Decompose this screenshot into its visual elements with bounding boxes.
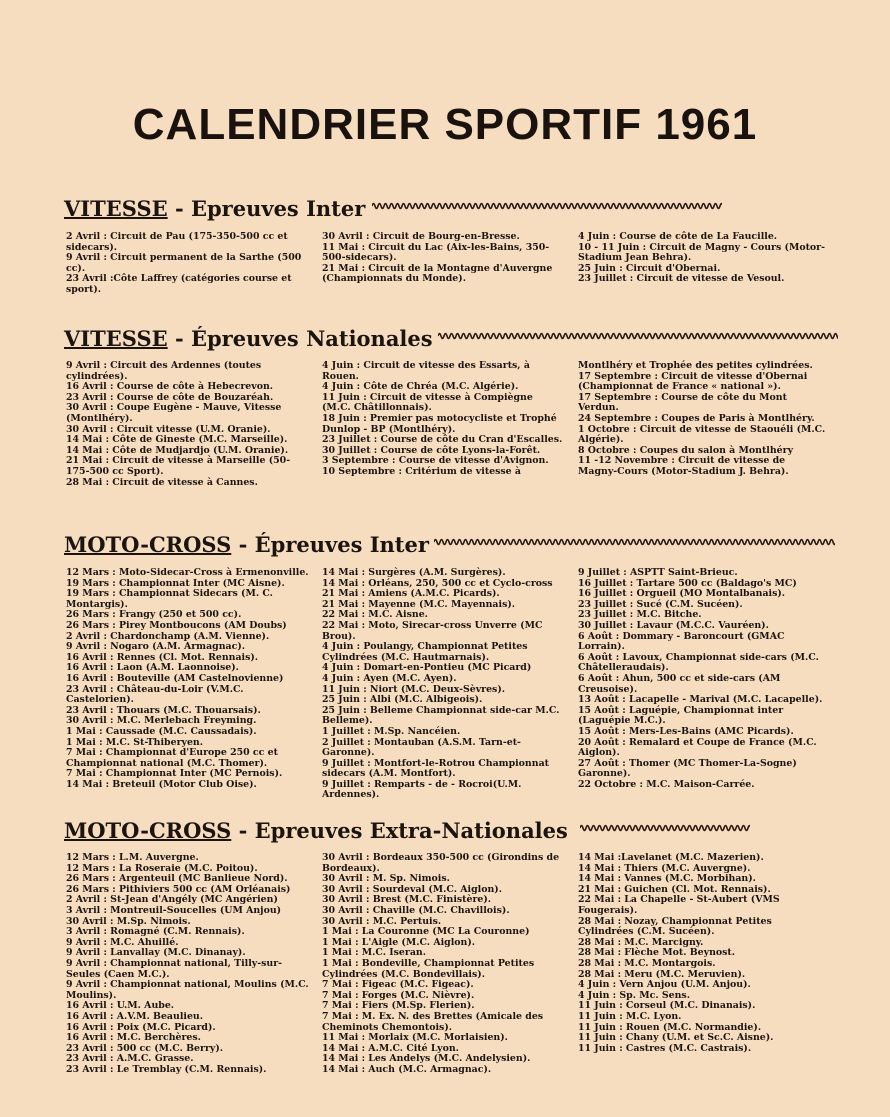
section-heading: MOTO-CROSS - Epreuves Extra-Nationales xyxy=(64,818,568,843)
calendar-entry: 9 Avril : Championnat national, Moulins (M.C. Moulins). xyxy=(66,979,309,1001)
calendar-entry: 28 Mai : Flèche Mot. Beynost. xyxy=(578,947,736,959)
entries-column-1 xyxy=(66,361,310,488)
calendar-entry: 30 Avril : Chaville (M.C. Chavillois). xyxy=(322,904,510,916)
calendar-entry: 23 Avril : A.M.C. Grasse. xyxy=(66,1053,194,1065)
wavy-rule-ornament xyxy=(434,536,835,548)
calendar-entry: 30 Juillet : Lavaur (M.C.C. Vauréen). xyxy=(578,619,769,631)
entries-column-3 xyxy=(578,361,826,478)
calendar-entry: 23 Avril : Le Tremblay (C.M. Rennais). xyxy=(66,1063,267,1075)
calendar-entry: 1 Mai : M.C. St-Thiberyen. xyxy=(66,736,203,748)
calendar-entry: 30 Avril : Circuit de Bourg-en-Bresse. xyxy=(322,231,520,242)
calendar-entry: 4 Juin : Domart-en-Pontieu (MC Picard) xyxy=(322,662,532,674)
entries-column-2 xyxy=(322,853,564,1075)
calendar-entry: 15 Août : Laguépie, Championnat inter (Laguépie M.C.). xyxy=(578,704,784,727)
calendar-entry: 9 Avril : M.C. Ahuillé. xyxy=(66,936,179,948)
calendar-entry: 30 Avril : Brest (M.C. Finistère). xyxy=(322,894,492,906)
calendar-entry: 14 Mai : Vannes (M.C. Morbihan). xyxy=(578,873,756,885)
calendar-entry: 4 Juin : Ayen (M.C. Ayen). xyxy=(322,672,457,684)
calendar-entry: 1 Octobre : Circuit de vitesse de Staouéli (M.C. Algérie). xyxy=(578,423,826,446)
calendar-entry: 11 -12 Novembre : Circuit de vitesse de Magny-Cours (Motor-Stadium J. Behra). xyxy=(578,455,789,477)
section-subtitle: Epreuves Inter xyxy=(190,196,366,221)
calendar-entry: 21 Mai : Circuit de la Montagne d'Auvergne (Championnats du Monde). xyxy=(322,262,553,285)
calendar-entry: 28 Mai : Circuit de vitesse à Cannes. xyxy=(66,476,258,488)
entries-column-1 xyxy=(66,853,310,1075)
calendar-entry: 16 Avril : M.C. Berchères. xyxy=(66,1032,201,1044)
section-kind: VITESSE xyxy=(64,326,168,351)
wavy-rule-ornament xyxy=(580,822,750,834)
calendar-entry: 9 Avril : Nogaro (A.M. Armagnac). xyxy=(66,641,246,653)
calendar-entry: 2 Avril : St-Jean d'Angély (MC Angérien) xyxy=(66,894,278,906)
calendar-entry: 30 Avril : Sourdeval (M.C. Aiglon). xyxy=(322,883,502,895)
calendar-entry: 30 Avril : M.C. Pertuis. xyxy=(322,915,442,927)
calendar-entry: 11 Juin : Corseul (M.C. Dinanais). xyxy=(578,1000,756,1012)
calendar-entry: 19 Mars : Championnat Sidecars (M. C. Montargis). xyxy=(66,588,273,610)
calendar-entry: 30 Avril : M. Sp. Nimois. xyxy=(322,873,450,885)
calendar-entry: 21 Mai : Guichen (Cl. Mot. Rennais). xyxy=(578,883,771,895)
section-subtitle: Épreuves Inter xyxy=(254,532,429,557)
calendar-entry: 10 - 11 Juin : Circuit de Magny - Cours (Motor-Stadium Jean Behra). xyxy=(578,241,826,264)
calendar-entry: 7 Mai : Figeac (M.C. Figeac). xyxy=(322,979,474,991)
entries-column-1 xyxy=(66,232,310,296)
calendar-entry: 4 Juin : Poulangy, Championnat Petites Cylindrées (M.C. Hautmarnais). xyxy=(322,641,528,663)
calendar-entry: 9 Juillet : Remparts - de - Rocroi(U.M. Ardennes). xyxy=(322,778,522,801)
calendar-entry: 16 Avril : A.V.M. Beaulieu. xyxy=(66,1010,203,1022)
calendar-entry: 4 Juin : Circuit de vitesse des Essarts, à Rouen. xyxy=(322,360,530,382)
calendar-entry: 21 Mai : Circuit de vitesse à Marseille (50-175-500 cc Sport). xyxy=(66,455,291,477)
calendar-entry: Montlhéry et Trophée des petites cylindrées. xyxy=(578,360,813,371)
calendar-entry: 14 Mai : A.M.C. Cité Lyon. xyxy=(322,1042,459,1054)
calendar-entry: 7 Mai : M. Ex. N. des Brettes (Amicale des Cheminots Chemontois). xyxy=(322,1010,544,1033)
entries-column-1 xyxy=(66,568,310,790)
calendar-entry: 23 Juillet : Course de côte du Cran d'Escalles. xyxy=(322,434,563,446)
calendar-entry: 1 Mai : Bondeville, Championnat Petites Cylindrées (M.C. Bondevillais). xyxy=(322,957,535,980)
section-subtitle: Épreuves Nationales xyxy=(190,326,433,351)
section-kind: VITESSE xyxy=(64,196,168,221)
calendar-entry: 10 Septembre : Critérium de vitesse à xyxy=(322,465,521,477)
calendar-entry: 16 Avril : Course de côte à Hebecrevon. xyxy=(66,381,274,393)
calendar-entry: 23 Avril : 500 cc (M.C. Berry). xyxy=(66,1042,224,1054)
calendar-entry: 27 Août : Thomer (MC Thomer-La-Sogne) Garonne). xyxy=(578,757,797,780)
calendar-entry: 11 Juin : Castres (M.C. Castrais). xyxy=(578,1042,752,1054)
calendar-entry: 6 Août : Dommary - Baroncourt (GMAC Lorrain). xyxy=(578,630,785,653)
calendar-entry: 23 Juillet : Circuit de vitesse de Vesoul. xyxy=(578,273,785,285)
calendar-entry: 14 Mai : Orléans, 250, 500 cc et Cyclo-cross xyxy=(322,577,553,589)
calendar-entry: 26 Mars : Pithiviers 500 cc (AM Orléanais) xyxy=(66,883,291,895)
section-kind: MOTO-CROSS xyxy=(64,532,232,557)
calendar-entry: 16 Juillet : Tartare 500 cc (Baldago's MC) xyxy=(578,577,797,589)
calendar-entry: 26 Mars : Pirey Montboucons (AM Doubs) xyxy=(66,619,287,631)
wavy-rule-ornament xyxy=(438,330,838,342)
calendar-entry: 14 Mai : Thiers (M.C. Auvergne). xyxy=(578,862,751,874)
calendar-entry: 20 Août : Remalard et Coupe de France (M.C. Aiglon). xyxy=(578,736,817,759)
calendar-entry: 28 Mai : Nozay, Championnat Petites Cylindrées (C.M. Sucéen). xyxy=(578,915,772,938)
calendar-entry: 9 Juillet : ASPTT Saint-Brieuc. xyxy=(578,567,738,578)
calendar-entry: 23 Avril :Côte Laffrey (catégories course et sport). xyxy=(66,273,292,295)
calendar-entry: 19 Mars : Championnat Inter (MC Aisne). xyxy=(66,577,285,589)
calendar-entry: 28 Mai : M.C. Marcigny. xyxy=(578,936,704,948)
calendar-entry: 14 Mai : Surgères (A.M. Surgères). xyxy=(322,567,506,578)
calendar-entry: 14 Mai : Côte de Gineste (M.C. Marseille). xyxy=(66,434,288,446)
calendar-entry: 7 Mai : Fiers (M.Sp. Flerien). xyxy=(322,1000,475,1012)
calendar-entry: 11 Mai : Circuit du Lac (Aix-les-Bains, 350-500-sidecars). xyxy=(322,241,550,264)
calendar-entry: 11 Mai : Morlaix (M.C. Morlaisien). xyxy=(322,1032,508,1044)
calendar-entry: 9 Avril : Championnat national, Tilly-sur-Seules (Caen M.C.). xyxy=(66,957,283,980)
calendar-entry: 26 Mars : Frangy (250 et 500 cc). xyxy=(66,609,242,621)
calendar-entry: 23 Juillet : Sucé (C.M. Sucéen). xyxy=(578,598,743,610)
calendar-entry: 16 Juillet : Orgueil (MO Montalbanais). xyxy=(578,588,786,600)
calendar-entry: 3 Avril : Montreuil-Soucelles (UM Anjou) xyxy=(66,904,282,916)
calendar-entry: 18 Juin : Premier pas motocycliste et Trophé Dunlop - BP (Montlhéry). xyxy=(322,412,557,435)
calendar-entry: 1 Mai : Caussade (M.C. Caussadais). xyxy=(66,725,257,737)
calendar-entry: 1 Mai : M.C. Iseran. xyxy=(322,947,426,959)
calendar-entry: 9 Avril : Circuit des Ardennes (toutes cylindrées). xyxy=(66,360,262,382)
calendar-entry: 22 Mai : Moto, Sirecar-cross Unverre (MC Brou). xyxy=(322,619,543,642)
entries-column-2 xyxy=(322,232,564,285)
calendar-entry: 17 Septembre : Circuit de vitesse d'Obernai (Championnat de France « national »). xyxy=(578,370,808,393)
calendar-entry: 2 Juillet : Montauban (A.S.M. Tarn-et-Garonne). xyxy=(322,736,521,759)
wavy-rule-ornament xyxy=(372,200,722,212)
calendar-entry: 22 Mai : La Chapelle - St-Aubert (VMS Fougerais). xyxy=(578,894,780,916)
calendar-entry: 11 Juin : Niort (M.C. Deux-Sèvres). xyxy=(322,683,506,695)
calendar-entry: 14 Mai : Breteuil (Motor Club Oise). xyxy=(66,778,257,790)
calendar-entry: 7 Mai : Championnat Inter (MC Pernois). xyxy=(66,768,283,780)
calendar-entry: 23 Avril : Thouars (M.C. Thouarsais). xyxy=(66,704,261,716)
calendar-entry: 30 Avril : Bordeaux 350-500 cc (Girondins de Bordeaux). xyxy=(322,852,560,874)
calendar-entry: 6 Août : Ahun, 500 cc et side-cars (AM Creusoise). xyxy=(578,672,781,695)
calendar-entry: 8 Octobre : Coupes du salon à Montlhéry xyxy=(578,444,794,456)
calendar-entry: 24 Septembre : Coupes de Paris à Montlhéry. xyxy=(578,412,815,424)
calendar-entry: 11 Juin : M.C. Lyon. xyxy=(578,1010,682,1022)
section-subtitle: Epreuves Extra-Nationales xyxy=(254,818,568,843)
entries-column-3 xyxy=(578,568,826,790)
calendar-entry: 14 Mai : Côte de Mudjardjo (U.M. Oranie). xyxy=(66,444,289,456)
calendar-entry: 4 Juin : Vern Anjou (U.M. Anjou). xyxy=(578,979,751,991)
calendar-entry: 16 Avril : Poix (M.C. Picard). xyxy=(66,1021,216,1033)
calendar-entry: 14 Mai : Les Andelys (M.C. Andelysien). xyxy=(322,1053,531,1065)
calendar-entry: 1 Mai : La Couronne (MC La Couronne) xyxy=(322,926,530,938)
page-title: CALENDRIER SPORTIF 1961 xyxy=(132,100,758,149)
calendar-entry: 2 Avril : Circuit de Pau (175-350-500 cc et sidecars). xyxy=(66,231,288,253)
calendar-entry: 30 Juillet : Course de côte Lyons-la-Forêt. xyxy=(322,444,541,456)
calendar-entry: 11 Juin : Circuit de vitesse à Compiègne (M.C. Châtillonnais). xyxy=(322,391,533,414)
calendar-entry: 14 Mai : Auch (M.C. Armagnac). xyxy=(322,1063,492,1075)
section-heading: VITESSE - Épreuves Nationales xyxy=(64,326,433,351)
calendar-entry: 9 Avril : Circuit permanent de la Sarthe (500 cc). xyxy=(66,252,302,274)
entries-column-2 xyxy=(322,568,564,801)
calendar-entry: 7 Mai : Forges (M.C. Nièvre). xyxy=(322,989,475,1001)
calendar-entry: 28 Mai : M.C. Montargois. xyxy=(578,957,716,969)
section-heading: VITESSE - Epreuves Inter xyxy=(64,196,366,221)
calendar-entry: 9 Juillet : Montfort-le-Rotrou Championnat sidecars (A.M. Montfort). xyxy=(322,757,549,780)
calendar-entry: 1 Mai : L'Aigle (M.C. Aiglon). xyxy=(322,936,476,948)
entries-column-3 xyxy=(578,853,826,1054)
calendar-entry: 9 Avril : Lanvallay (M.C. Dinanay). xyxy=(66,947,246,959)
calendar-entry: 16 Avril : Bouteville (AM Castelnovienne) xyxy=(66,672,284,684)
calendar-entry: 4 Juin : Côte de Chréa (M.C. Algérie). xyxy=(322,381,519,393)
calendar-entry: 30 Avril : Coupe Eugène - Mauve, Vitesse (Montlhéry). xyxy=(66,402,282,424)
calendar-entry: 7 Mai : Championnat d'Europe 250 cc et Championnat national (M.C. Thomer). xyxy=(66,747,278,769)
calendar-entry: 1 Juillet : M.Sp. Nancéien. xyxy=(322,725,461,737)
calendar-entry: 11 Juin : Chany (U.M. et Sc.C. Aisne). xyxy=(578,1032,774,1044)
calendar-entry: 17 Septembre : Course de côte du Mont Verdun. xyxy=(578,391,787,414)
calendar-entry: 26 Mars : Argenteuil (MC Banlieue Nord). xyxy=(66,873,288,885)
entries-column-2 xyxy=(322,361,564,478)
calendar-entry: 23 Juillet : M.C. Bitche. xyxy=(578,609,702,621)
section-heading: MOTO-CROSS - Épreuves Inter xyxy=(64,532,429,557)
calendar-entry: 12 Mars : Moto-Sidecar-Cross à Ermenonville. xyxy=(66,567,309,578)
calendar-entry: 11 Juin : Rouen (M.C. Normandie). xyxy=(578,1021,762,1033)
calendar-entry: 25 Juin : Belleme Championnat side-car M.C. Belleme). xyxy=(322,704,560,727)
calendar-entry: 21 Mai : Amiens (A.M.C. Picards). xyxy=(322,588,500,600)
calendar-entry: 25 Juin : Circuit d'Obernai. xyxy=(578,262,721,274)
calendar-entry: 25 Juin : Albi (M.C. Albigeois). xyxy=(322,694,483,706)
section-kind: MOTO-CROSS xyxy=(64,818,232,843)
calendar-entry: 16 Avril : U.M. Aube. xyxy=(66,1000,175,1012)
calendar-entry: 14 Mai :Lavelanet (M.C. Mazerien). xyxy=(578,852,764,863)
calendar-entry: 3 Septembre : Course de vitesse d'Avignon. xyxy=(322,455,549,467)
calendar-entry: 4 Juin : Course de côte de La Faucille. xyxy=(578,231,778,242)
calendar-entry: 2 Avril : Chardonchamp (A.M. Vienne). xyxy=(66,630,270,642)
calendar-entry: 23 Avril : Château-du-Loir (V.M.C. Castelorien). xyxy=(66,683,244,706)
calendar-entry: 3 Avril : Romagné (C.M. Rennais). xyxy=(66,926,245,938)
calendar-entry: 22 Octobre : M.C. Maison-Carrée. xyxy=(578,778,755,790)
calendar-entry: 30 Avril : Circuit vitesse (U.M. Oranie). xyxy=(66,423,271,435)
calendar-entry: 4 Juin : Sp. Mc. Sens. xyxy=(578,989,690,1001)
calendar-entry: 16 Avril : Rennes (Cl. Mot. Rennais). xyxy=(66,651,259,663)
calendar-entry: 6 Août : Lavoux, Championnat side-cars (M.C. Châtelleraudais). xyxy=(578,651,819,674)
calendar-entry: 16 Avril : Laon (A.M. Laonnoise). xyxy=(66,662,239,674)
calendar-entry: 30 Avril : M.Sp. Nimois. xyxy=(66,915,191,927)
calendar-entry: 15 Août : Mers-Les-Bains (AMC Picards). xyxy=(578,725,794,737)
calendar-entry: 28 Mai : Meru (M.C. Meruvien). xyxy=(578,968,746,980)
calendar-entry: 13 Août : Lacapelle - Marival (M.C. Lacapelle). xyxy=(578,694,823,706)
calendar-entry: 12 Mars : L.M. Auvergne. xyxy=(66,852,199,863)
calendar-entry: 30 Avril : M.C. Merlebach Freyming. xyxy=(66,715,257,727)
calendar-entry: 21 Mai : Mayenne (M.C. Mayennais). xyxy=(322,598,516,610)
entries-column-3 xyxy=(578,232,826,285)
calendar-entry: 22 Mai : M.C. Aisne. xyxy=(322,609,428,621)
calendar-entry: 23 Avril : Course de côte de Bouzaréah. xyxy=(66,391,274,403)
calendar-entry: 12 Mars : La Roseraie (M.C. Poitou). xyxy=(66,862,258,874)
